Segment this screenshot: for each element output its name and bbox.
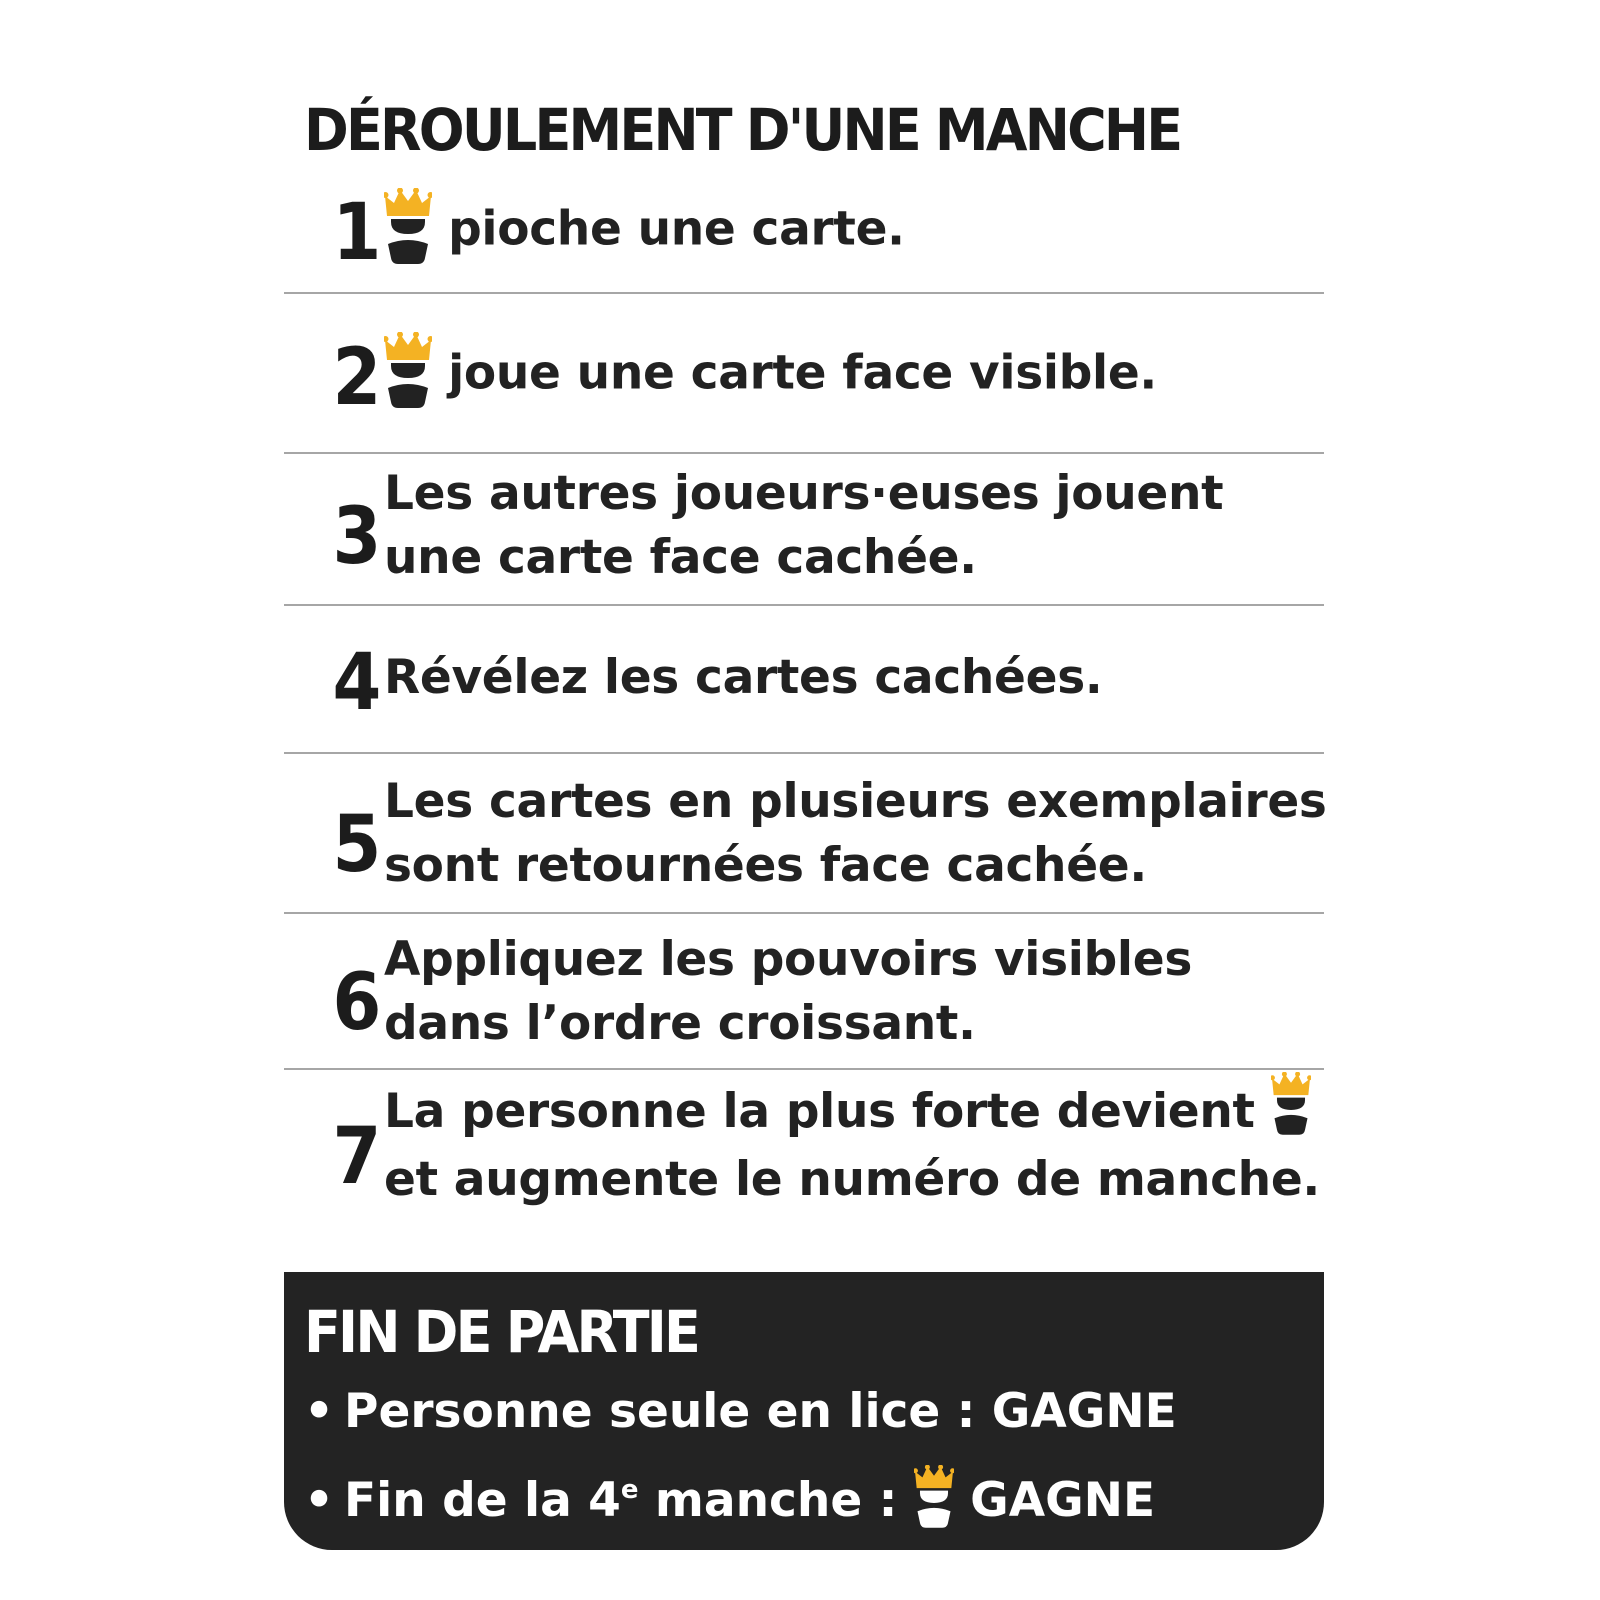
step-line: une carte face cachée. bbox=[384, 530, 977, 585]
end-rule-text: Personne seule en lice : GAGNE bbox=[344, 1384, 1177, 1439]
step-line: Les autres joueurs·euses jouent bbox=[384, 466, 1224, 521]
bullet: • bbox=[304, 1473, 335, 1528]
end-game-title: FIN DE PARTIE bbox=[304, 1298, 699, 1366]
step-number: 6 bbox=[332, 958, 382, 1048]
step-line: Les cartes en plusieurs exemplaires bbox=[384, 774, 1327, 829]
step-line: La personne la plus forte devient bbox=[384, 1084, 1255, 1139]
step-number: 2 bbox=[332, 333, 382, 423]
step-text bbox=[384, 770, 1327, 898]
bullet: • bbox=[304, 1384, 335, 1439]
step-line: joue une carte face visible. bbox=[448, 345, 1157, 401]
end-rule-text: Fin de la 4 bbox=[344, 1473, 621, 1528]
step-text bbox=[384, 336, 1157, 416]
step-number: 3 bbox=[332, 492, 382, 582]
step-line: Appliquez les pouvoirs visibles bbox=[384, 932, 1192, 987]
end-game-panel bbox=[284, 1272, 1324, 1550]
divider bbox=[284, 1068, 1324, 1070]
step-number: 5 bbox=[332, 800, 382, 890]
step-number: 1 bbox=[332, 188, 382, 278]
end-rule-2 bbox=[304, 1460, 1155, 1537]
divider bbox=[284, 604, 1324, 606]
king-icon bbox=[384, 332, 432, 412]
divider bbox=[284, 752, 1324, 754]
end-rule-text: manche : bbox=[638, 1473, 898, 1528]
step-number: 7 bbox=[332, 1112, 382, 1202]
divider bbox=[284, 912, 1324, 914]
step-line: sont retournées face cachée. bbox=[384, 838, 1147, 893]
divider bbox=[284, 452, 1324, 454]
ordinal-suffix: e bbox=[620, 1475, 639, 1505]
rules-card bbox=[284, 80, 1327, 1550]
step-line: et augmente le numéro de manche. bbox=[384, 1151, 1320, 1207]
step-line: dans l’ordre croissant. bbox=[384, 996, 976, 1051]
step-line: pioche une carte. bbox=[448, 201, 905, 257]
end-rule-result: GAGNE bbox=[970, 1473, 1156, 1528]
step-text bbox=[384, 928, 1192, 1056]
end-rule-1 bbox=[304, 1382, 1177, 1442]
divider bbox=[284, 292, 1324, 294]
step-text bbox=[384, 462, 1223, 590]
step-number: 4 bbox=[332, 638, 382, 728]
step-text bbox=[384, 192, 905, 272]
page-title: DÉROULEMENT D'UNE MANCHE bbox=[304, 96, 1181, 164]
step-text bbox=[384, 646, 1102, 710]
step-1 bbox=[284, 170, 1324, 294]
step-line: Révélez les cartes cachées. bbox=[384, 650, 1103, 705]
king-icon bbox=[1271, 1072, 1311, 1138]
king-icon bbox=[384, 188, 432, 268]
step-text bbox=[384, 1080, 1320, 1212]
king-icon bbox=[914, 1465, 954, 1531]
